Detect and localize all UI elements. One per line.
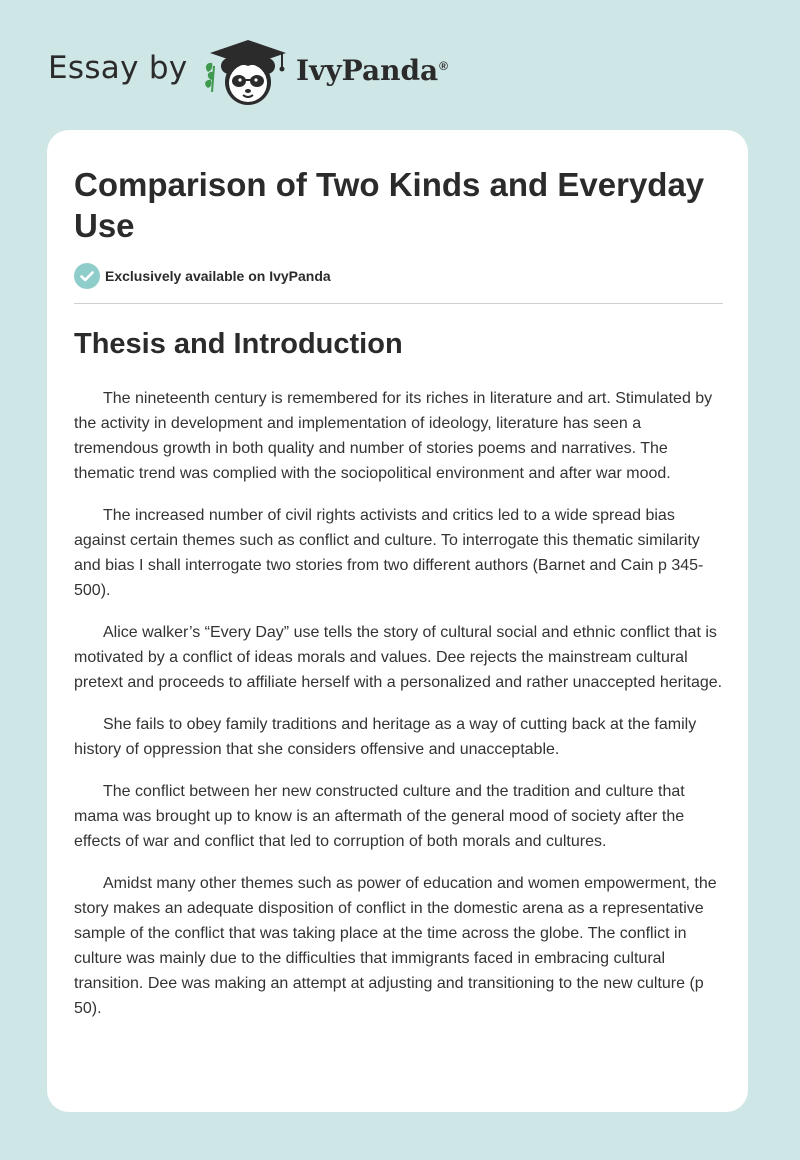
paragraph: Amidst many other themes such as power of education and women empowerment, the story makes an adequate disposition of conflict in the domestic arena as a representative sample of the conflict that was taking place at the time across the globe. The conflict in culture was mainly due to the difficulties that immigrants faced in embracing cultural transition. Dee was making an attempt at adjusting and transitioning to the new culture (p 50). [74,875,717,1017]
paragraph: The conflict between her new constructed culture and the tradition and culture that mama was brought up to know is an aftermath of the general mood of society after the effects of war and conflict that led to corruption of both morals and cultures. [74,783,685,850]
panda-graduate-icon[interactable] [202,36,294,108]
essay-by-label: Essay by [48,50,188,86]
essay-body [74,386,726,1038]
registered-mark: ® [439,58,449,73]
essay-card [47,130,748,1112]
page-title: Comparison of Two Kinds and Everyday Use [74,166,705,244]
site-header [0,0,800,130]
paragraph: The nineteenth century is remembered for its riches in literature and art. Stimulated by the activity in development and implementation of ideology, literature has seen a tremendous growth in both quality and number of stories poems and narratives. The thematic trend was complied with the sociopolitical environment and after war mood. [74,390,713,482]
ivypanda-logo[interactable] [296,54,448,87]
paragraph: The increased number of civil rights activists and critics led to a wide spread bias against certain themes such as conflict and culture. To interrogate this thematic similarity and bias I shall interrogate two stories from two different authors (Barnet and Cain p 345-500). [74,507,704,599]
exclusive-label: Exclusively available on IvyPanda [105,268,331,284]
check-circle-icon [74,263,100,289]
paragraph: She fails to obey family traditions and heritage as a way of cutting back at the family history of oppression that she considers offensive and unacceptable. [74,716,697,758]
exclusive-badge [74,263,331,289]
paragraph: Alice walker’s “Every Day” use tells the story of cultural social and ethnic conflict that is motivated by a conflict of ideas morals and values. Dee rejects the mainstream cultural pretext and proceeds to affiliate herself with a personalized and rather unaccepted heritage. [74,624,723,691]
divider [74,303,723,304]
brand-name: IvyPanda [296,54,439,87]
section-heading: Thesis and Introduction [74,328,403,360]
